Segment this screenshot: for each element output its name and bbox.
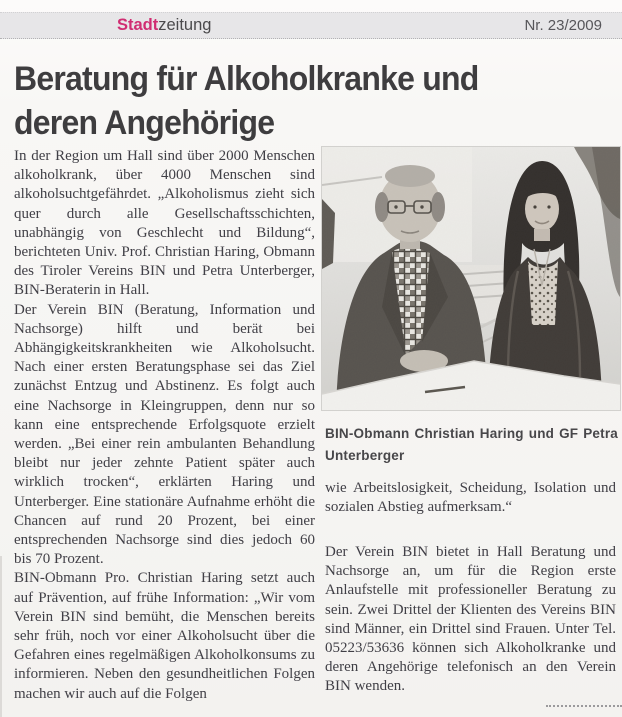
- section-divider: [546, 705, 622, 707]
- article-paragraph: BIN-Obmann Pro. Christian Haring setzt auch auf Prävention, auf frühe Information: „Wir vom Verein BIN sind bemüht, die Menschen bereits sehr früh, noch vor einer Alkoholsucht über die Gefahren eines regelmäßigen Alkoholkonsums zu informieren. Neben den gesundheitlichen Folgen machen wir auch auf die Folgen: [14, 570, 315, 702]
- masthead-brand: [117, 15, 211, 36]
- masthead-brand-secondary: zeitung: [158, 16, 212, 34]
- article-photo: [322, 147, 620, 410]
- article-paragraph: Der Verein BIN (Beratung, Information und Nachsorge) hilft und berät bei Abhängigkeitskrankheiten wie Alkoholsucht. Nach einer ersten Beratungsphase sei das Ziel zunächst Entzug und Abstinenz. Es folgt auch eine Nachsorge in Kleingruppen, denn nur so kann eine entsprechende Erfolgsquote erzielt werden. „Bei einer rein ambulanten Behandlung bleibt nur jeder zehnte Patient später auch wirklich trocken“, erklärten Haring und Unterberger. Eine stationäre Aufnahme erhöht die Chancen auf rund 20 Prozent, bei einer entsprechenden Nachsorge sind dies jedoch 60 bis 70 Prozent.: [14, 301, 315, 568]
- issue-number: Nr. 23/2009: [524, 17, 602, 34]
- article-paragraph: In der Region um Hall sind über 2000 Menschen alkoholkrank, über 4000 Menschen sind alkoholsuchtgefährdet. „Alkoholismus zieht sich quer durch alle Gesellschaftsschichten, unabhängig von Geschlecht und Bildung“, berichteten Univ. Prof. Christian Haring, Obmann des Tiroler Vereins BIN und Petra Unterberger, BIN-Beraterin in Hall.: [14, 148, 315, 299]
- masthead-band: [0, 12, 622, 39]
- article-left-column: [14, 147, 315, 704]
- photo-illustration: [322, 147, 620, 410]
- article-headline: Beratung für Alkoholkranke und deren Angehörige: [14, 60, 479, 142]
- scan-edge-artifact: [0, 556, 2, 717]
- masthead-brand-primary: Stadt: [117, 16, 159, 34]
- article-paragraph: wie Arbeitslosigkeit, Scheidung, Isolation und sozialen Abstieg aufmerksam.“: [325, 480, 616, 516]
- article-paragraph: Der Verein BIN bietet in Hall Beratung und Nachsorge an, um für die Region erste Anlaufstelle mit professioneller Beratung zu sein. Zwei Drittel der Klienten des Vereins BIN sind Männer, ein Drittel sind Frauen. Unter Tel. 05223/53636 können sich Alkoholkranke und deren Angehörige telefonisch an den Verein BIN wenden.: [325, 544, 616, 695]
- photo-caption: BIN-Obmann Christian Haring und GF Petra Unterberger: [325, 426, 618, 463]
